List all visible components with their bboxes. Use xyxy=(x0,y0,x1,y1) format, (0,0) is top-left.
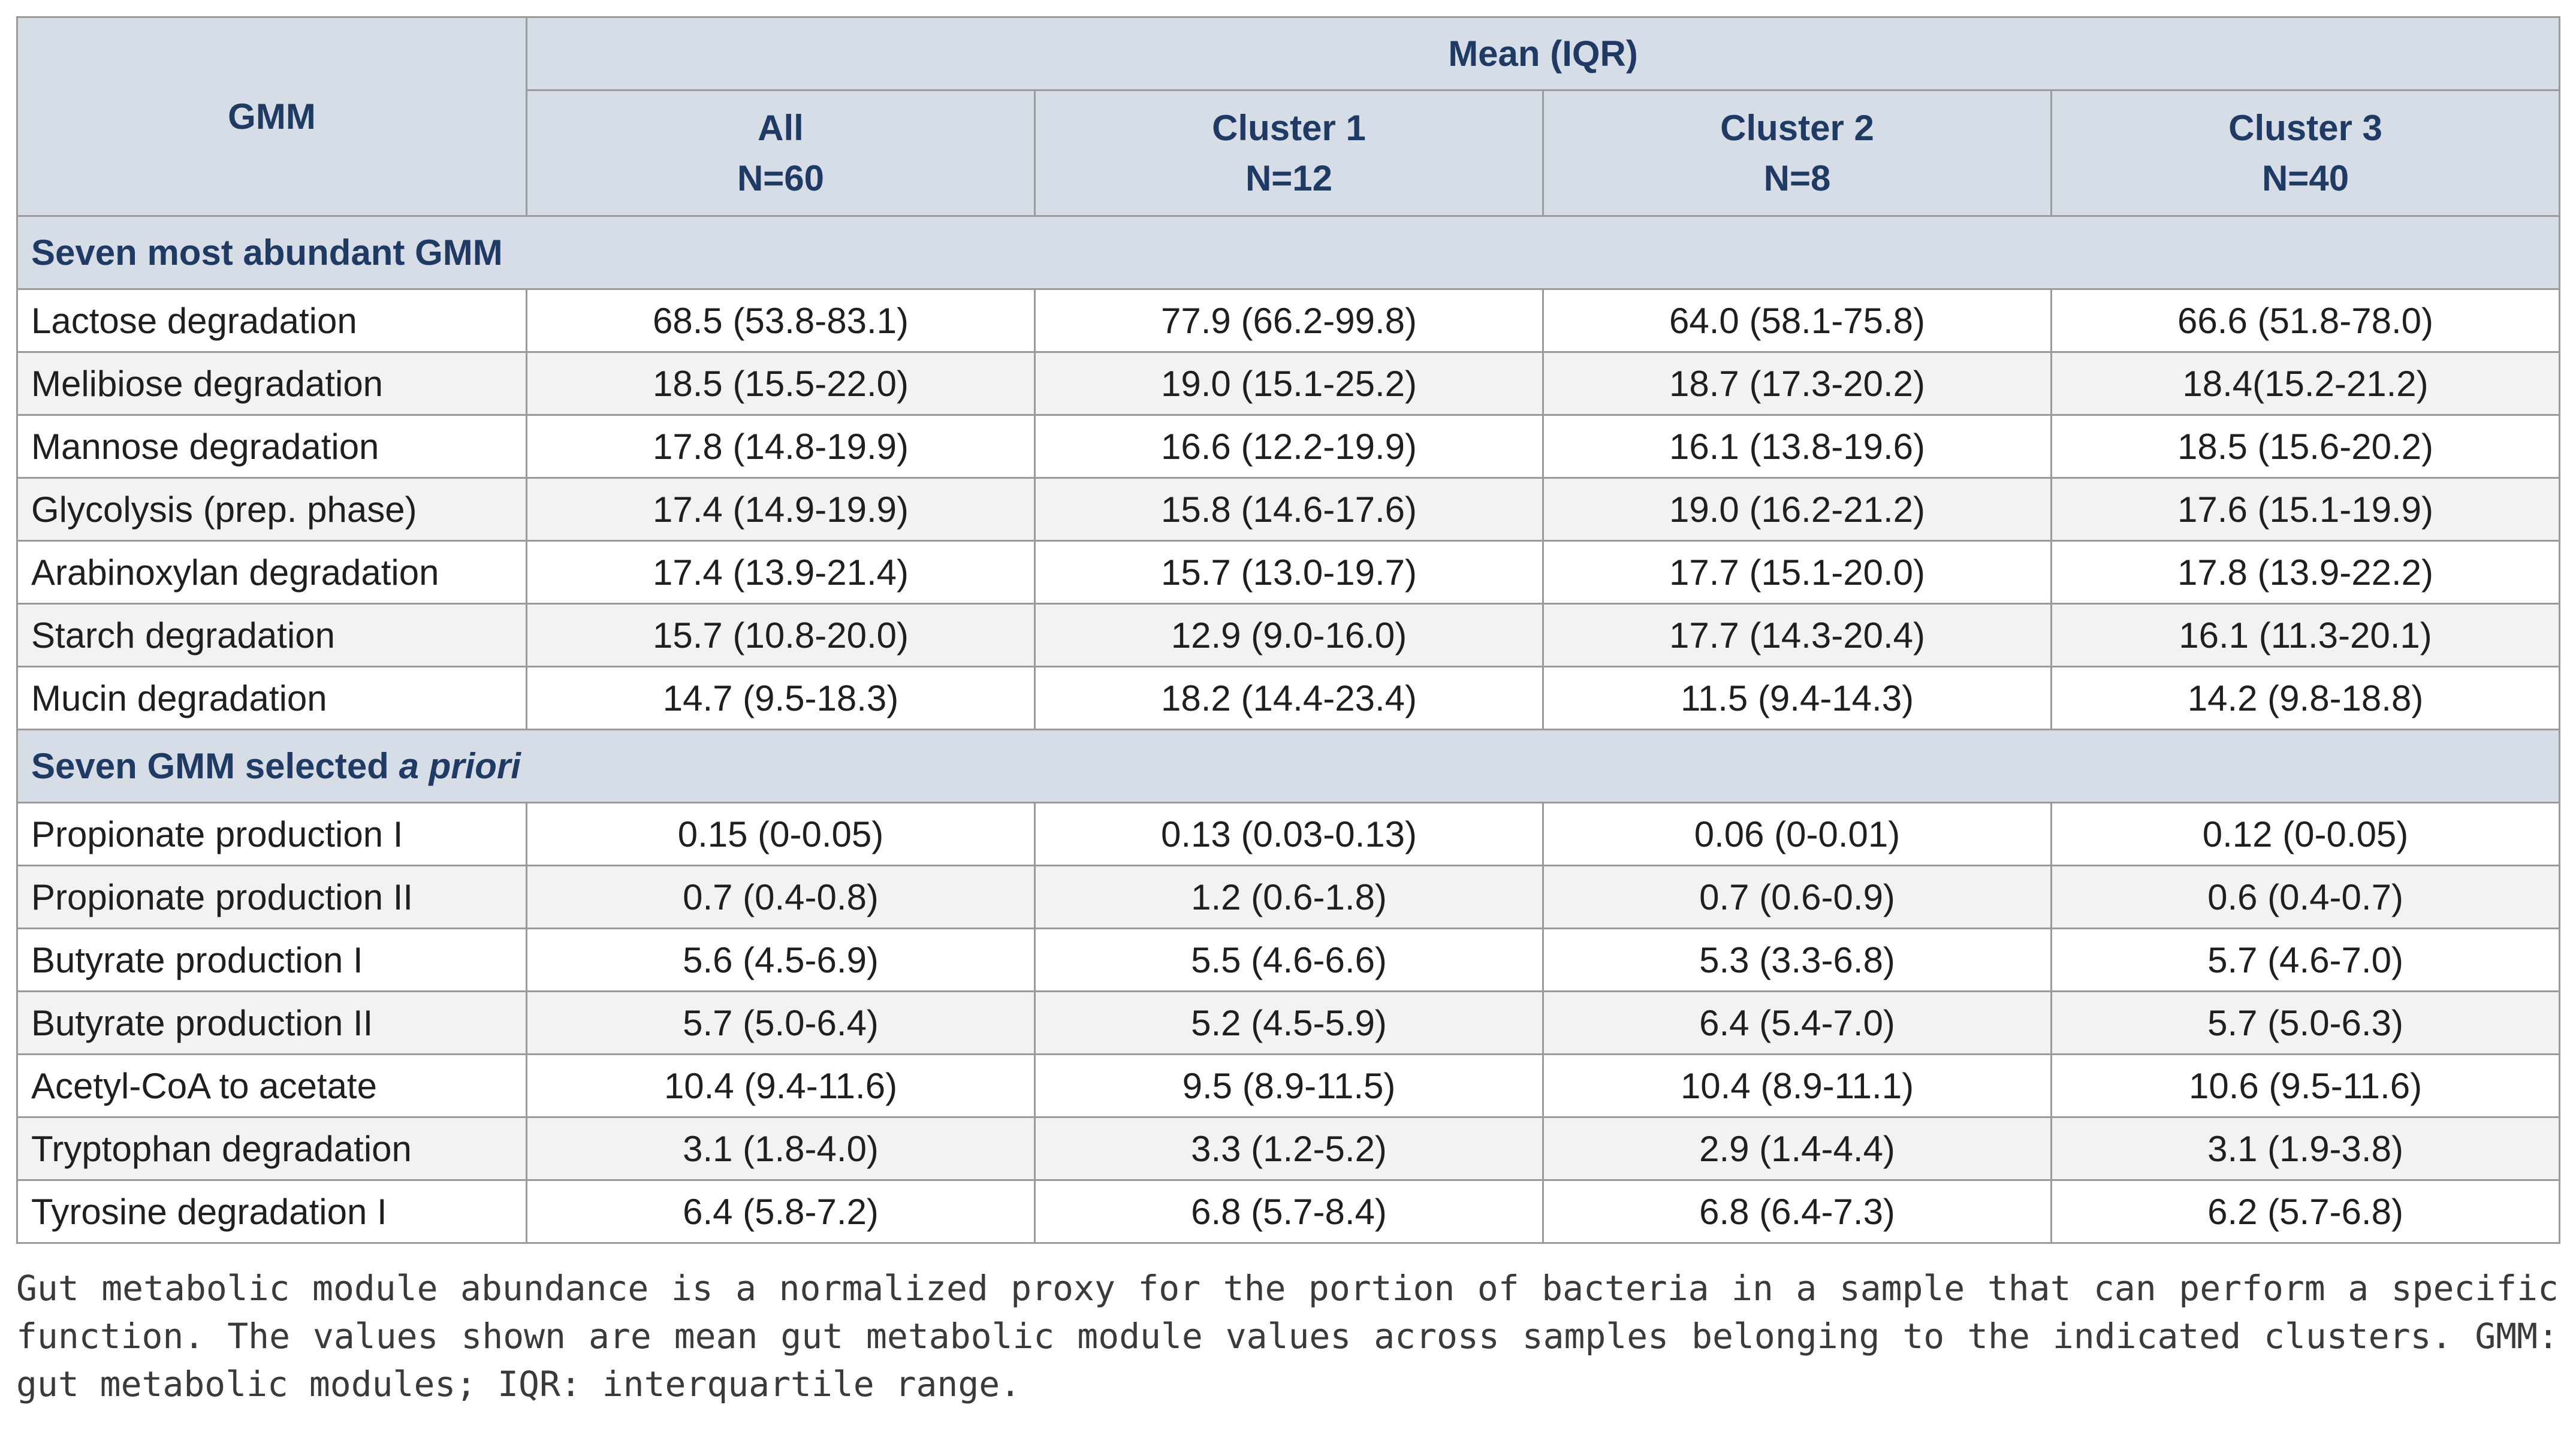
table-row xyxy=(17,478,2560,541)
column-name: Cluster 1 xyxy=(1212,107,1366,148)
row-label: Butyrate production I xyxy=(17,929,527,992)
value-cell: 0.7 (0.6-0.9) xyxy=(1543,866,2052,929)
table-row xyxy=(17,604,2560,667)
table-row xyxy=(17,415,2560,478)
value-cell: 18.5 (15.5-22.0) xyxy=(527,352,1035,415)
table-row xyxy=(17,803,2560,866)
value-cell: 5.3 (3.3-6.8) xyxy=(1543,929,2052,992)
value-cell: 0.6 (0.4-0.7) xyxy=(2052,866,2560,929)
value-cell: 12.9 (9.0-16.0) xyxy=(1035,604,1543,667)
value-cell: 5.5 (4.6-6.6) xyxy=(1035,929,1543,992)
value-cell: 0.13 (0.03-0.13) xyxy=(1035,803,1543,866)
row-label: Glycolysis (prep. phase) xyxy=(17,478,527,541)
column-name: All xyxy=(758,107,804,148)
value-cell: 11.5 (9.4-14.3) xyxy=(1543,667,2052,730)
row-label: Lactose degradation xyxy=(17,289,527,352)
value-cell: 18.4(15.2-21.2) xyxy=(2052,352,2560,415)
value-cell: 68.5 (53.8-83.1) xyxy=(527,289,1035,352)
row-label: Propionate production I xyxy=(17,803,527,866)
value-cell: 14.2 (9.8-18.8) xyxy=(2052,667,2560,730)
value-cell: 3.1 (1.9-3.8) xyxy=(2052,1117,2560,1180)
value-cell: 3.1 (1.8-4.0) xyxy=(527,1117,1035,1180)
value-cell: 64.0 (58.1-75.8) xyxy=(1543,289,2052,352)
value-cell: 17.7 (14.3-20.4) xyxy=(1543,604,2052,667)
column-name: Cluster 3 xyxy=(2228,107,2382,148)
row-label: Melibiose degradation xyxy=(17,352,527,415)
gmm-table-container xyxy=(16,16,2559,1244)
value-cell: 16.1 (13.8-19.6) xyxy=(1543,415,2052,478)
column-header-cluster-2 xyxy=(1543,90,2052,216)
value-cell: 6.4 (5.4-7.0) xyxy=(1543,992,2052,1055)
section-title xyxy=(17,730,2560,803)
table-row xyxy=(17,866,2560,929)
value-cell: 6.8 (5.7-8.4) xyxy=(1035,1180,1543,1243)
value-cell: 15.8 (14.6-17.6) xyxy=(1035,478,1543,541)
section-row xyxy=(17,730,2560,803)
value-cell: 10.4 (9.4-11.6) xyxy=(527,1055,1035,1117)
value-cell: 19.0 (15.1-25.2) xyxy=(1035,352,1543,415)
table-row xyxy=(17,289,2560,352)
column-header-cluster-1 xyxy=(1035,90,1543,216)
table-row xyxy=(17,929,2560,992)
value-cell: 19.0 (16.2-21.2) xyxy=(1543,478,2052,541)
section-title-italic: a priori xyxy=(399,746,521,786)
row-label: Propionate production II xyxy=(17,866,527,929)
value-cell: 0.12 (0-0.05) xyxy=(2052,803,2560,866)
column-name: Cluster 2 xyxy=(1720,107,1874,148)
column-n: N=12 xyxy=(1245,158,1333,198)
column-header-all xyxy=(527,90,1035,216)
value-cell: 9.5 (8.9-11.5) xyxy=(1035,1055,1543,1117)
value-cell: 17.8 (13.9-22.2) xyxy=(2052,541,2560,604)
value-cell: 18.5 (15.6-20.2) xyxy=(2052,415,2560,478)
value-cell: 1.2 (0.6-1.8) xyxy=(1035,866,1543,929)
value-cell: 6.4 (5.8-7.2) xyxy=(527,1180,1035,1243)
value-cell: 0.06 (0-0.01) xyxy=(1543,803,2052,866)
table-header xyxy=(17,17,2560,216)
row-label: Tryptophan degradation xyxy=(17,1117,527,1180)
table-row xyxy=(17,1117,2560,1180)
row-label: Acetyl-CoA to acetate xyxy=(17,1055,527,1117)
value-cell: 17.4 (13.9-21.4) xyxy=(527,541,1035,604)
table-row xyxy=(17,1180,2560,1243)
value-cell: 15.7 (13.0-19.7) xyxy=(1035,541,1543,604)
value-cell: 16.6 (12.2-19.9) xyxy=(1035,415,1543,478)
section-title-text: Seven GMM selected xyxy=(31,746,399,786)
column-n: N=60 xyxy=(737,158,825,198)
table-row xyxy=(17,541,2560,604)
table-footnote: Gut metabolic module abundance is a normalized proxy for the portion of bacteria in a sample that can perform a specific function. The values shown are mean gut metabolic module values across samples belonging to the indicated clusters. GMM: gut metabolic modules; IQR: interquartile range. xyxy=(16,1268,2559,1404)
mean-iqr-group-header: Mean (IQR) xyxy=(527,17,2560,90)
value-cell: 6.2 (5.7-6.8) xyxy=(2052,1180,2560,1243)
table-row xyxy=(17,992,2560,1055)
value-cell: 16.1 (11.3-20.1) xyxy=(2052,604,2560,667)
table-body xyxy=(17,216,2560,1243)
column-n: N=8 xyxy=(1763,158,1831,198)
value-cell: 15.7 (10.8-20.0) xyxy=(527,604,1035,667)
value-cell: 5.7 (4.6-7.0) xyxy=(2052,929,2560,992)
column-n: N=40 xyxy=(2261,158,2349,198)
value-cell: 14.7 (9.5-18.3) xyxy=(527,667,1035,730)
value-cell: 17.4 (14.9-19.9) xyxy=(527,478,1035,541)
value-cell: 5.2 (4.5-5.9) xyxy=(1035,992,1543,1055)
section-title-text: Seven most abundant GMM xyxy=(31,232,503,273)
value-cell: 17.7 (15.1-20.0) xyxy=(1543,541,2052,604)
value-cell: 5.7 (5.0-6.4) xyxy=(527,992,1035,1055)
value-cell: 18.2 (14.4-23.4) xyxy=(1035,667,1543,730)
value-cell: 17.8 (14.8-19.9) xyxy=(527,415,1035,478)
value-cell: 5.7 (5.0-6.3) xyxy=(2052,992,2560,1055)
value-cell: 77.9 (66.2-99.8) xyxy=(1035,289,1543,352)
value-cell: 5.6 (4.5-6.9) xyxy=(527,929,1035,992)
table-row xyxy=(17,667,2560,730)
value-cell: 0.15 (0-0.05) xyxy=(527,803,1035,866)
row-label: Arabinoxylan degradation xyxy=(17,541,527,604)
row-label: Butyrate production II xyxy=(17,992,527,1055)
value-cell: 18.7 (17.3-20.2) xyxy=(1543,352,2052,415)
section-row xyxy=(17,216,2560,289)
table-row xyxy=(17,352,2560,415)
value-cell: 10.4 (8.9-11.1) xyxy=(1543,1055,2052,1117)
value-cell: 0.7 (0.4-0.8) xyxy=(527,866,1035,929)
value-cell: 10.6 (9.5-11.6) xyxy=(2052,1055,2560,1117)
value-cell: 2.9 (1.4-4.4) xyxy=(1543,1117,2052,1180)
row-label: Mannose degradation xyxy=(17,415,527,478)
value-cell: 3.3 (1.2-5.2) xyxy=(1035,1117,1543,1180)
row-label: Starch degradation xyxy=(17,604,527,667)
row-label: Mucin degradation xyxy=(17,667,527,730)
value-cell: 17.6 (15.1-19.9) xyxy=(2052,478,2560,541)
gmm-column-header: GMM xyxy=(17,17,527,216)
value-cell: 6.8 (6.4-7.3) xyxy=(1543,1180,2052,1243)
row-label: Tyrosine degradation I xyxy=(17,1180,527,1243)
column-header-cluster-3 xyxy=(2052,90,2560,216)
section-title xyxy=(17,216,2560,289)
value-cell: 66.6 (51.8-78.0) xyxy=(2052,289,2560,352)
table-row xyxy=(17,1055,2560,1117)
gmm-table xyxy=(16,16,2560,1244)
